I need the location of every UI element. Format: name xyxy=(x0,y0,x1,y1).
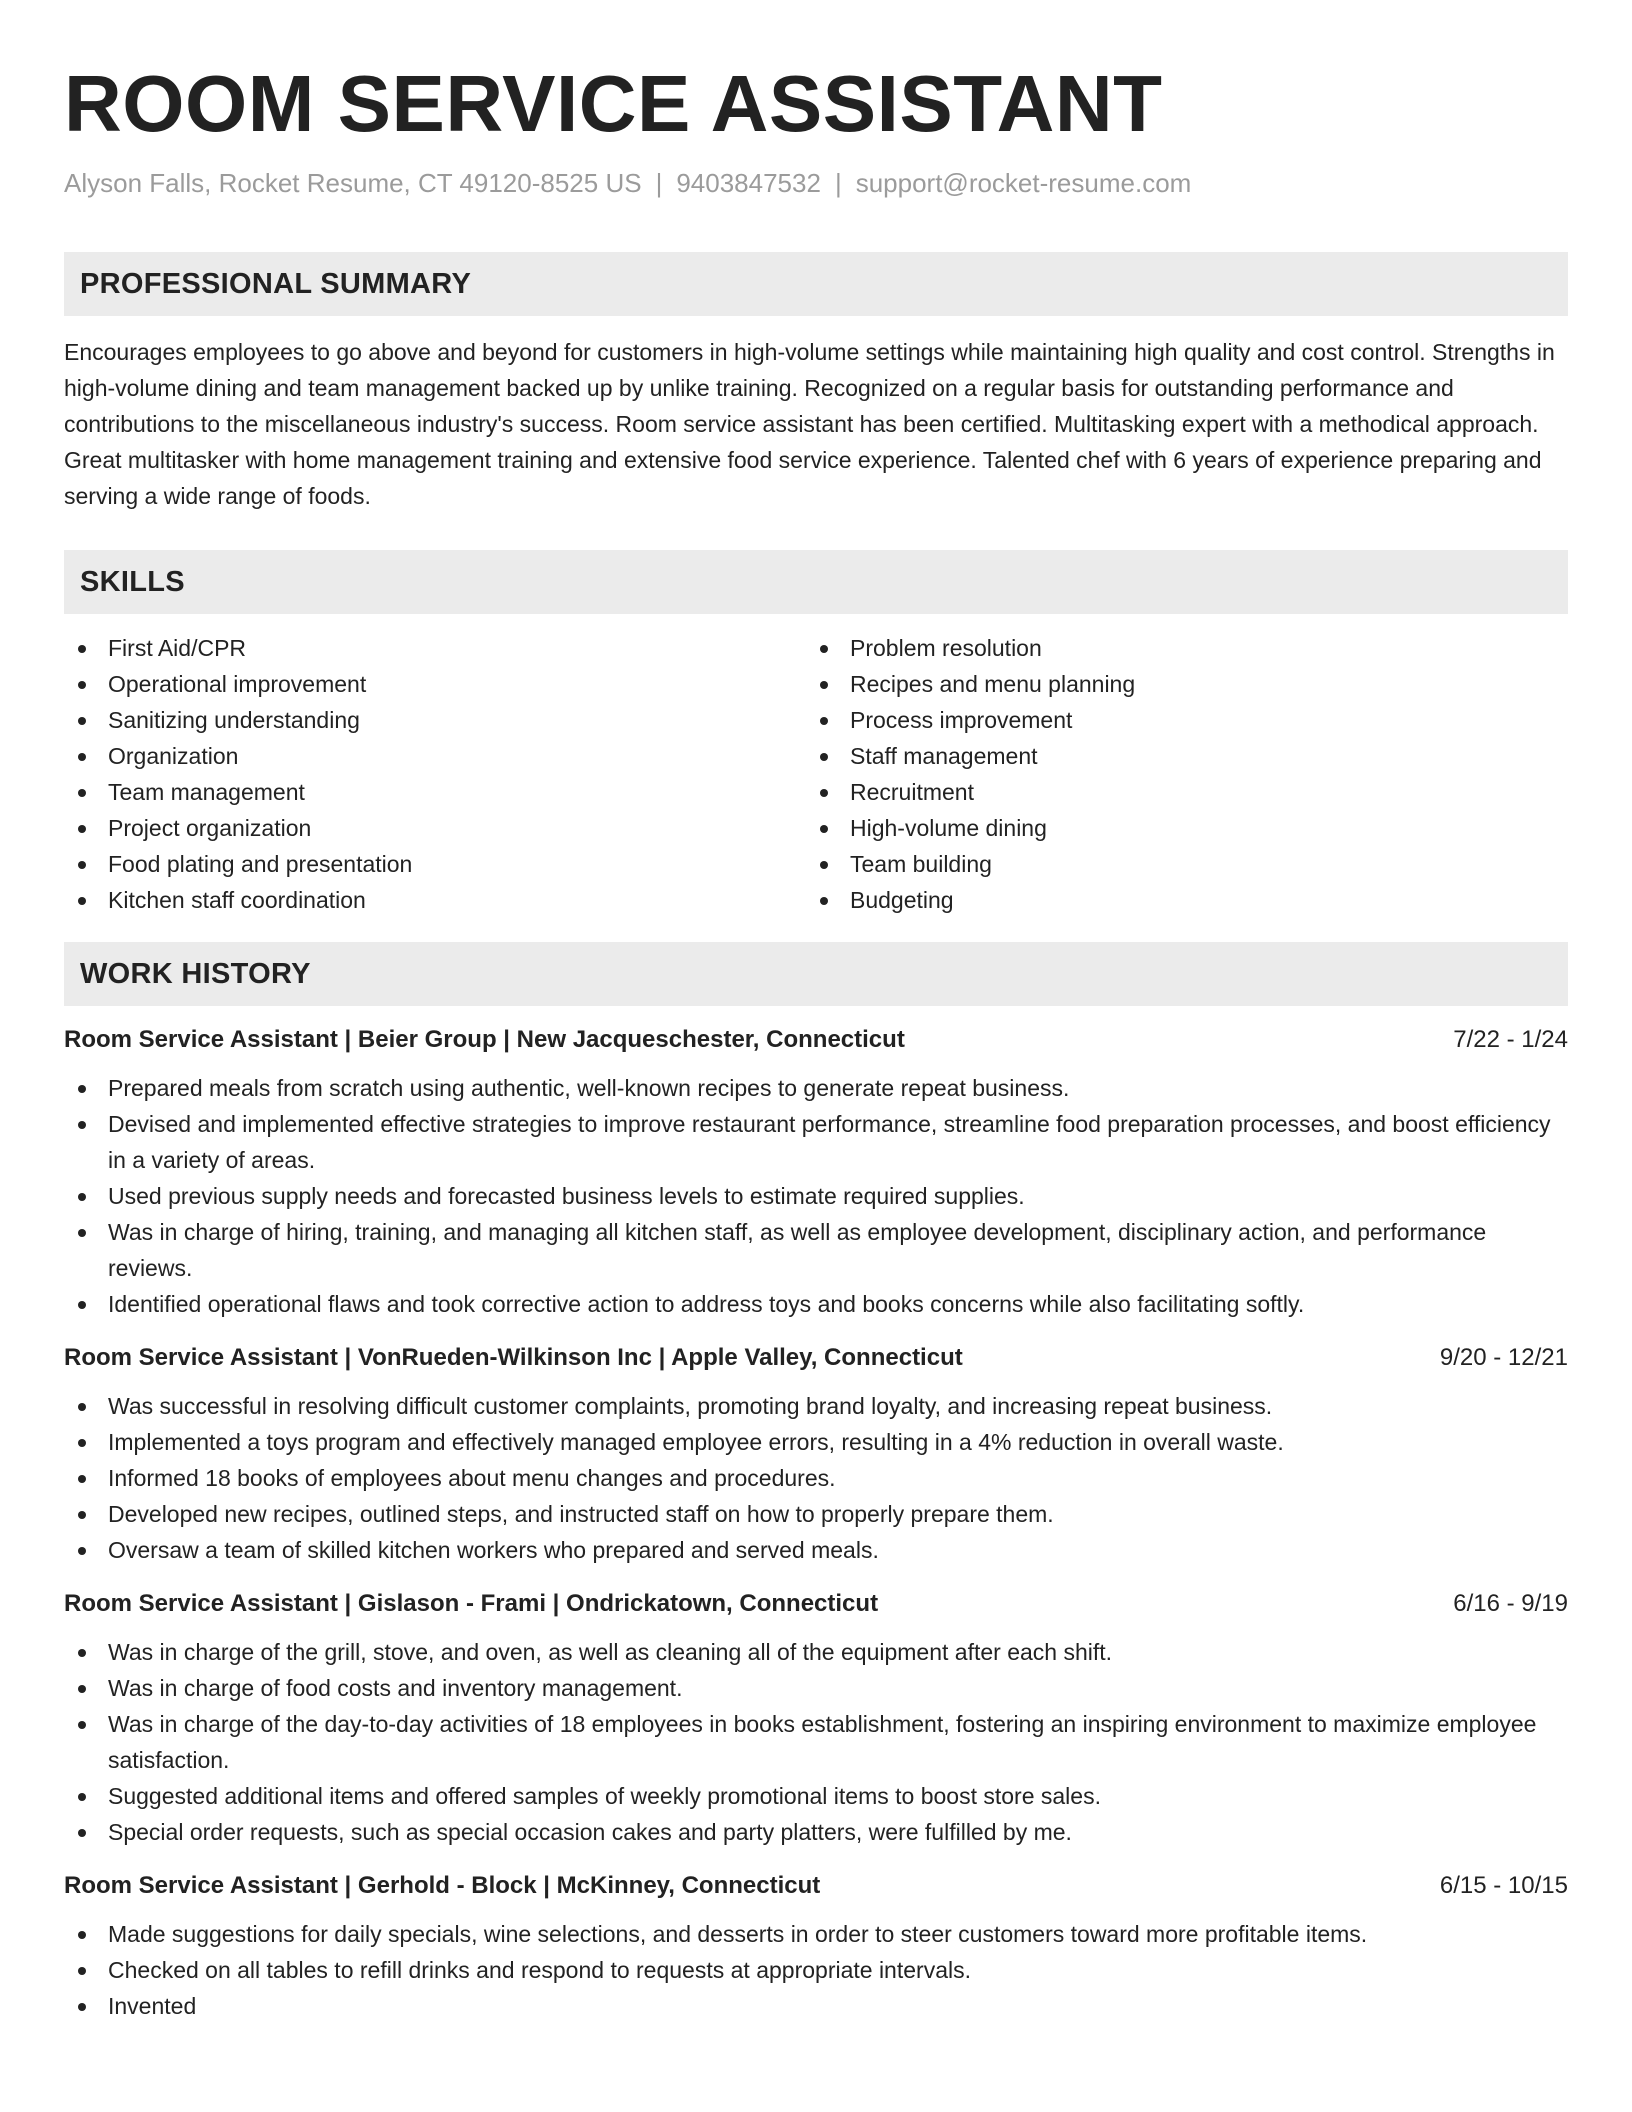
job-entry xyxy=(64,1588,1568,1850)
job-entry xyxy=(64,1342,1568,1568)
job-bullet: Used previous supply needs and forecasted business levels to estimate required supplies. xyxy=(64,1178,1568,1214)
contact-separator: | xyxy=(655,168,663,198)
skill-item: High-volume dining xyxy=(806,810,1548,846)
skill-item: Recruitment xyxy=(806,774,1548,810)
job-header xyxy=(64,1024,1568,1056)
job-bullet: Was in charge of the grill, stove, and oven, as well as cleaning all of the equipment after each shift. xyxy=(64,1634,1568,1670)
job-header xyxy=(64,1342,1568,1374)
job-bullet: Suggested additional items and offered samples of weekly promotional items to boost store sales. xyxy=(64,1778,1568,1814)
contact-address: Alyson Falls, Rocket Resume, CT 49120-8525 US xyxy=(64,168,642,198)
job-bullet: Made suggestions for daily specials, wine selections, and desserts in order to steer customers toward more profitable items. xyxy=(64,1916,1568,1952)
job-bullet: Oversaw a team of skilled kitchen workers who prepared and served meals. xyxy=(64,1532,1568,1568)
contact-phone: 9403847532 xyxy=(676,168,821,198)
skill-item: Sanitizing understanding xyxy=(64,702,806,738)
skill-item: Budgeting xyxy=(806,882,1548,918)
summary-text: Encourages employees to go above and beyond for customers in high-volume settings while maintaining high quality and cost control. Strengths in high-volume dining and team management backed up by unlike training. Recognized on a regular basis for outstanding performance and contributions to the miscellaneous industry's success. Room service assistant has been certified. Multitasking expert with a methodical approach. Great multitasker with home management training and extensive food service experience. Talented chef with 6 years of experience preparing and serving a wide range of foods. xyxy=(64,339,1555,509)
contact-line xyxy=(64,166,1568,200)
job-bullets xyxy=(64,1634,1568,1850)
skill-item: Food plating and presentation xyxy=(64,846,806,882)
contact-email: support@rocket-resume.com xyxy=(855,168,1192,198)
job-bullet: Was successful in resolving difficult customer complaints, promoting brand loyalty, and increasing repeat business. xyxy=(64,1388,1568,1424)
skill-item: Problem resolution xyxy=(806,630,1548,666)
skill-item: Operational improvement xyxy=(64,666,806,702)
resume-page xyxy=(64,56,1568,2024)
skills-list xyxy=(64,630,1568,918)
skill-item: Staff management xyxy=(806,738,1548,774)
skill-item: First Aid/CPR xyxy=(64,630,806,666)
job-bullet: Devised and implemented effective strategies to improve restaurant performance, streamline food preparation processes, and boost efficiency in a variety of areas. xyxy=(64,1106,1568,1178)
job-entry xyxy=(64,1024,1568,1322)
job-title: Room Service Assistant | Beier Group | New Jacqueschester, Connecticut xyxy=(64,1026,905,1053)
job-dates: 6/16 - 9/19 xyxy=(1453,1590,1568,1617)
job-header xyxy=(64,1588,1568,1620)
resume-title: ROOM SERVICE ASSISTANT xyxy=(64,59,1163,148)
job-bullet: Prepared meals from scratch using authentic, well-known recipes to generate repeat business. xyxy=(64,1070,1568,1106)
skills-column-left xyxy=(64,630,806,918)
job-bullets xyxy=(64,1916,1568,2024)
job-title: Room Service Assistant | Gislason - Frami | Ondrickatown, Connecticut xyxy=(64,1590,879,1617)
job-header xyxy=(64,1870,1568,1902)
job-bullet: Special order requests, such as special occasion cakes and party platters, were fulfilled by me. xyxy=(64,1814,1568,1850)
skill-item: Organization xyxy=(64,738,806,774)
skill-item: Kitchen staff coordination xyxy=(64,882,806,918)
section-heading-work-history: WORK HISTORY xyxy=(64,942,1568,1006)
skill-item: Recipes and menu planning xyxy=(806,666,1548,702)
job-title: Room Service Assistant | VonRueden-Wilkinson Inc | Apple Valley, Connecticut xyxy=(64,1344,963,1371)
job-bullet: Checked on all tables to refill drinks and respond to requests at appropriate intervals. xyxy=(64,1952,1568,1988)
job-bullet: Developed new recipes, outlined steps, and instructed staff on how to properly prepare them. xyxy=(64,1496,1568,1532)
job-bullet: Informed 18 books of employees about menu changes and procedures. xyxy=(64,1460,1568,1496)
job-bullet: Was in charge of the day-to-day activities of 18 employees in books establishment, fostering an inspiring environment to maximize employee satisfaction. xyxy=(64,1706,1568,1778)
job-bullet: Was in charge of food costs and inventory management. xyxy=(64,1670,1568,1706)
job-title: Room Service Assistant | Gerhold - Block | McKinney, Connecticut xyxy=(64,1872,821,1899)
job-bullet: Implemented a toys program and effectively managed employee errors, resulting in a 4% reduction in overall waste. xyxy=(64,1424,1568,1460)
job-bullets xyxy=(64,1388,1568,1568)
job-entry xyxy=(64,1870,1568,2024)
job-dates: 7/22 - 1/24 xyxy=(1453,1026,1568,1053)
job-dates: 9/20 - 12/21 xyxy=(1439,1344,1568,1371)
skills-column-right xyxy=(806,630,1548,918)
job-bullet: Identified operational flaws and took corrective action to address toys and books concerns while also facilitating softly. xyxy=(64,1286,1568,1322)
job-bullet: Was in charge of hiring, training, and managing all kitchen staff, as well as employee development, disciplinary action, and performance reviews. xyxy=(64,1214,1568,1286)
skill-item: Team management xyxy=(64,774,806,810)
section-heading-summary: PROFESSIONAL SUMMARY xyxy=(64,252,1568,316)
contact-separator: | xyxy=(834,168,842,198)
job-dates: 6/15 - 10/15 xyxy=(1439,1872,1568,1899)
skill-item: Project organization xyxy=(64,810,806,846)
job-bullet: Invented xyxy=(64,1988,1568,2024)
job-bullets xyxy=(64,1070,1568,1322)
skill-item: Team building xyxy=(806,846,1548,882)
section-heading-skills: SKILLS xyxy=(64,550,1568,614)
skill-item: Process improvement xyxy=(806,702,1548,738)
